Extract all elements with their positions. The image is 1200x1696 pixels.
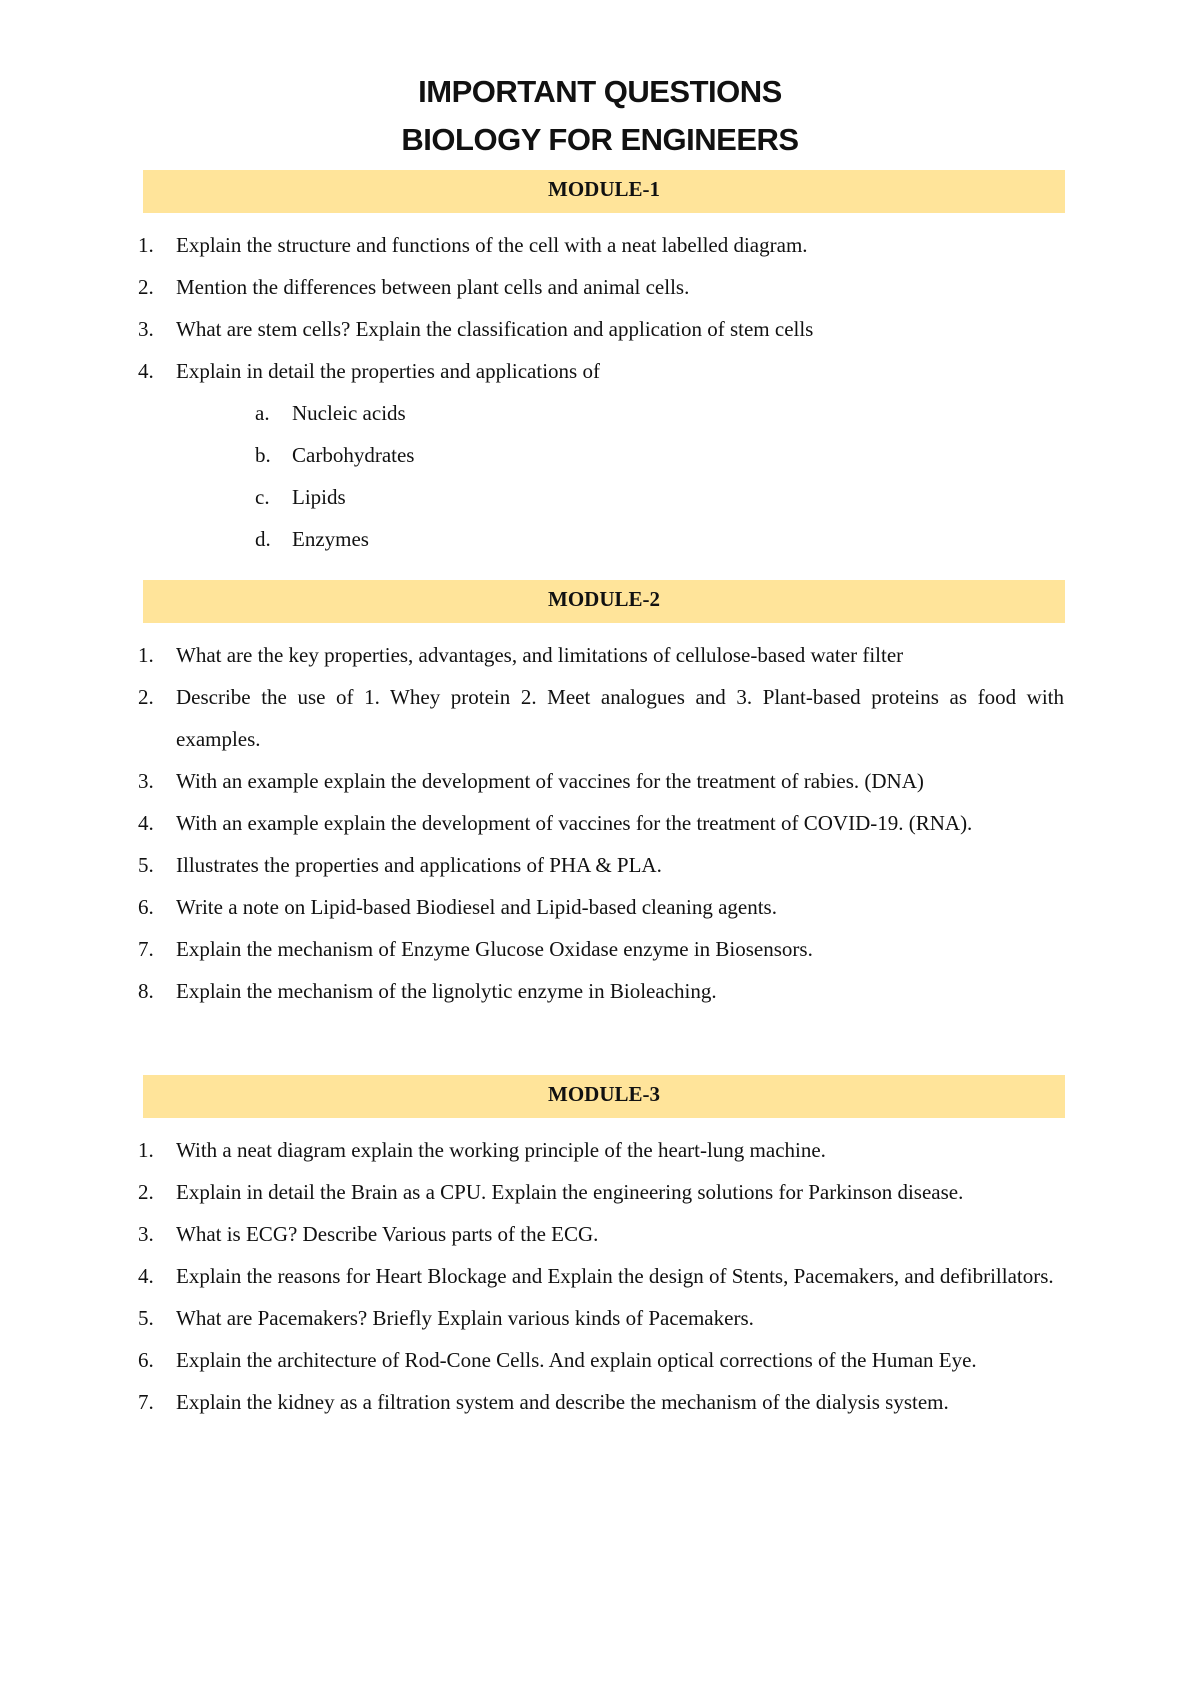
question-number: 2. [138,685,154,709]
question-text: Explain the reasons for Heart Blockage and Explain the design of Stents, Pacemakers, and defibrillators. [176,1264,1054,1288]
question-item [0,886,1200,928]
module-1-heading: MODULE-1 [143,170,1065,213]
question-text: With a neat diagram explain the working principle of the heart-lung machine. [176,1138,826,1162]
sub-item [0,392,1200,434]
question-number: 3. [138,1222,154,1246]
question-text: With an example explain the development of vaccines for the treatment of rabies. (DNA) [176,769,924,793]
question-item [0,1381,1200,1423]
question-number: 3. [138,317,154,341]
question-item [0,1213,1200,1255]
question-item [0,1171,1200,1213]
question-number: 5. [138,1306,154,1330]
question-number: 7. [138,1390,154,1414]
question-text: Explain the mechanism of Enzyme Glucose Oxidase enzyme in Biosensors. [176,937,813,961]
question-item [0,1339,1200,1381]
question-item [0,224,1200,266]
sub-item-letter: d. [255,527,271,551]
question-text: Explain the mechanism of the lignolytic enzyme in Bioleaching. [176,979,717,1003]
question-number: 6. [138,1348,154,1372]
question-text: Explain the architecture of Rod-Cone Cells. And explain optical corrections of the Human Eye. [176,1348,977,1372]
question-item [0,802,1200,844]
question-text: With an example explain the development of vaccines for the treatment of COVID-19. (RNA). [176,811,973,835]
question-number: 4. [138,359,154,383]
question-item [0,350,1200,392]
sub-item [0,476,1200,518]
question-text: Explain in detail the Brain as a CPU. Explain the engineering solutions for Parkinson disease. [176,1180,964,1204]
sub-item-text: Enzymes [292,527,369,551]
title-line-1: IMPORTANT QUESTIONS [418,74,782,109]
question-number: 7. [138,937,154,961]
question-number: 1. [138,643,154,667]
sub-item-letter: c. [255,485,270,509]
question-number: 1. [138,233,154,257]
question-text: What are stem cells? Explain the classification and application of stem cells [176,317,814,341]
title-line-2: BIOLOGY FOR ENGINEERS [401,122,799,157]
question-item [0,266,1200,308]
question-item [0,676,1200,760]
question-item [0,970,1200,1012]
question-text: Explain the kidney as a filtration system and describe the mechanism of the dialysis system. [176,1390,949,1414]
question-number: 2. [138,1180,154,1204]
question-number: 4. [138,811,154,835]
question-item [0,308,1200,350]
question-item [0,634,1200,676]
question-item [0,760,1200,802]
question-text: What is ECG? Describe Various parts of the ECG. [176,1222,599,1246]
sub-item [0,518,1200,560]
sub-item-letter: a. [255,401,270,425]
question-number: 4. [138,1264,154,1288]
question-text: Describe the use of 1. Whey protein 2. Meet analogues and 3. Plant-based proteins as food with examples. [176,685,1064,751]
question-number: 5. [138,853,154,877]
question-item [0,1129,1200,1171]
module-3-question-list [0,1129,1200,1423]
question-item [0,928,1200,970]
question-text: Explain the structure and functions of the cell with a neat labelled diagram. [176,233,808,257]
sub-item-letter: b. [255,443,271,467]
sub-item-text: Nucleic acids [292,401,406,425]
question-text: Illustrates the properties and applications of PHA & PLA. [176,853,662,877]
sub-item-text: Carbohydrates [292,443,415,467]
module-2-heading: MODULE-2 [143,580,1065,623]
question-number: 3. [138,769,154,793]
question-item [0,1297,1200,1339]
module-3-heading: MODULE-3 [143,1075,1065,1118]
question-number: 6. [138,895,154,919]
question-text: Explain in detail the properties and applications of [176,359,600,383]
question-text: What are Pacemakers? Briefly Explain various kinds of Pacemakers. [176,1306,754,1330]
question-item [0,844,1200,886]
question-text: What are the key properties, advantages, and limitations of cellulose-based water filter [176,643,904,667]
question-text: Mention the differences between plant cells and animal cells. [176,275,690,299]
question-item [0,1255,1200,1297]
sub-item [0,434,1200,476]
question-number: 2. [138,275,154,299]
module-2-question-list [0,634,1200,1012]
question-text: Write a note on Lipid-based Biodiesel and Lipid-based cleaning agents. [176,895,777,919]
question-number: 1. [138,1138,154,1162]
sub-item-text: Lipids [292,485,346,509]
module-1-question-list [0,224,1200,560]
question-number: 8. [138,979,154,1003]
